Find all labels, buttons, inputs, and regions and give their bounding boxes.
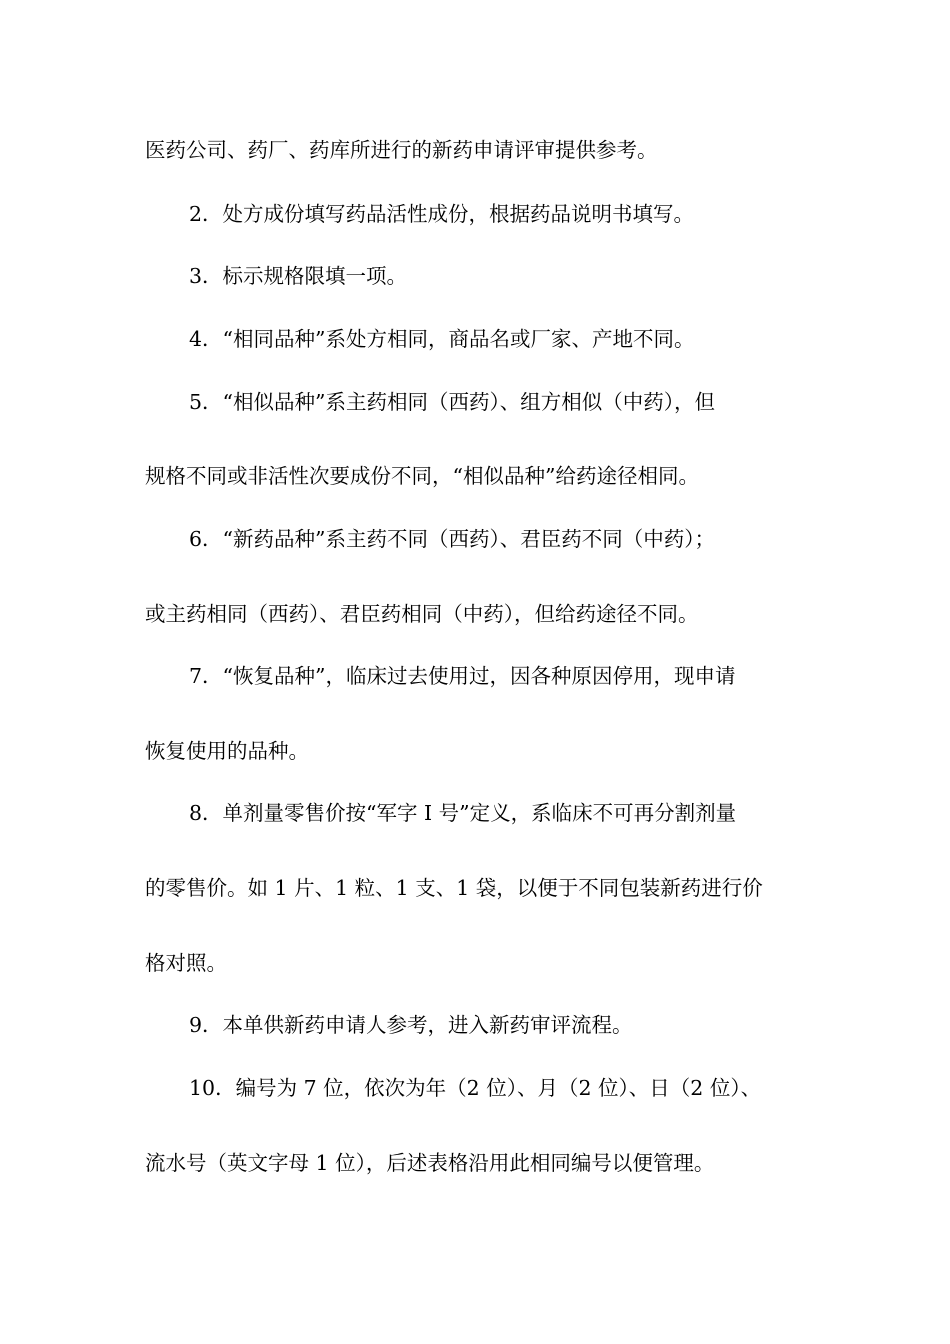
note-item-6: 6．“新药品种”系主药不同（西药）、君臣药不同（中药）； <box>189 527 716 551</box>
note-item-7-continuation: 恢复使用的品种。 <box>145 739 309 763</box>
note-item-8-continuation-1: 的零售价。如 1 片、1 粒、1 支、1 袋，以便于不同包装新药进行价 <box>145 876 763 900</box>
note-item-10-continuation: 流水号（英文字母 1 位），后述表格沿用此相同编号以便管理。 <box>145 1151 715 1175</box>
note-item-8: 8．单剂量零售价按“军字 I 号”定义，系临床不可再分割剂量 <box>189 801 737 825</box>
note-item-6-continuation: 或主药相同（西药）、君臣药相同（中药），但给药途径不同。 <box>145 602 699 626</box>
text-line-continuation: 医药公司、药厂、药库所进行的新药申请评审提供参考。 <box>145 138 658 162</box>
note-item-5: 5．“相似品种”系主药相同（西药）、组方相似（中药），但 <box>189 390 716 414</box>
note-item-10: 10．编号为 7 位，依次为年（2 位）、月（2 位）、日（2 位）、 <box>189 1076 762 1100</box>
note-item-5-continuation: 规格不同或非活性次要成份不同，“相似品种”给药途径相同。 <box>145 464 699 488</box>
note-item-8-continuation-2: 格对照。 <box>145 951 227 975</box>
note-item-3: 3．标示规格限填一项。 <box>189 264 408 288</box>
note-item-7: 7．“恢复品种”，临床过去使用过，因各种原因停用，现申请 <box>189 664 736 688</box>
note-item-4: 4．“相同品种”系处方相同，商品名或厂家、产地不同。 <box>189 327 695 351</box>
note-item-2: 2．处方成份填写药品活性成份，根据药品说明书填写。 <box>189 202 695 226</box>
note-item-9: 9．本单供新药申请人参考，进入新药审评流程。 <box>189 1013 633 1037</box>
